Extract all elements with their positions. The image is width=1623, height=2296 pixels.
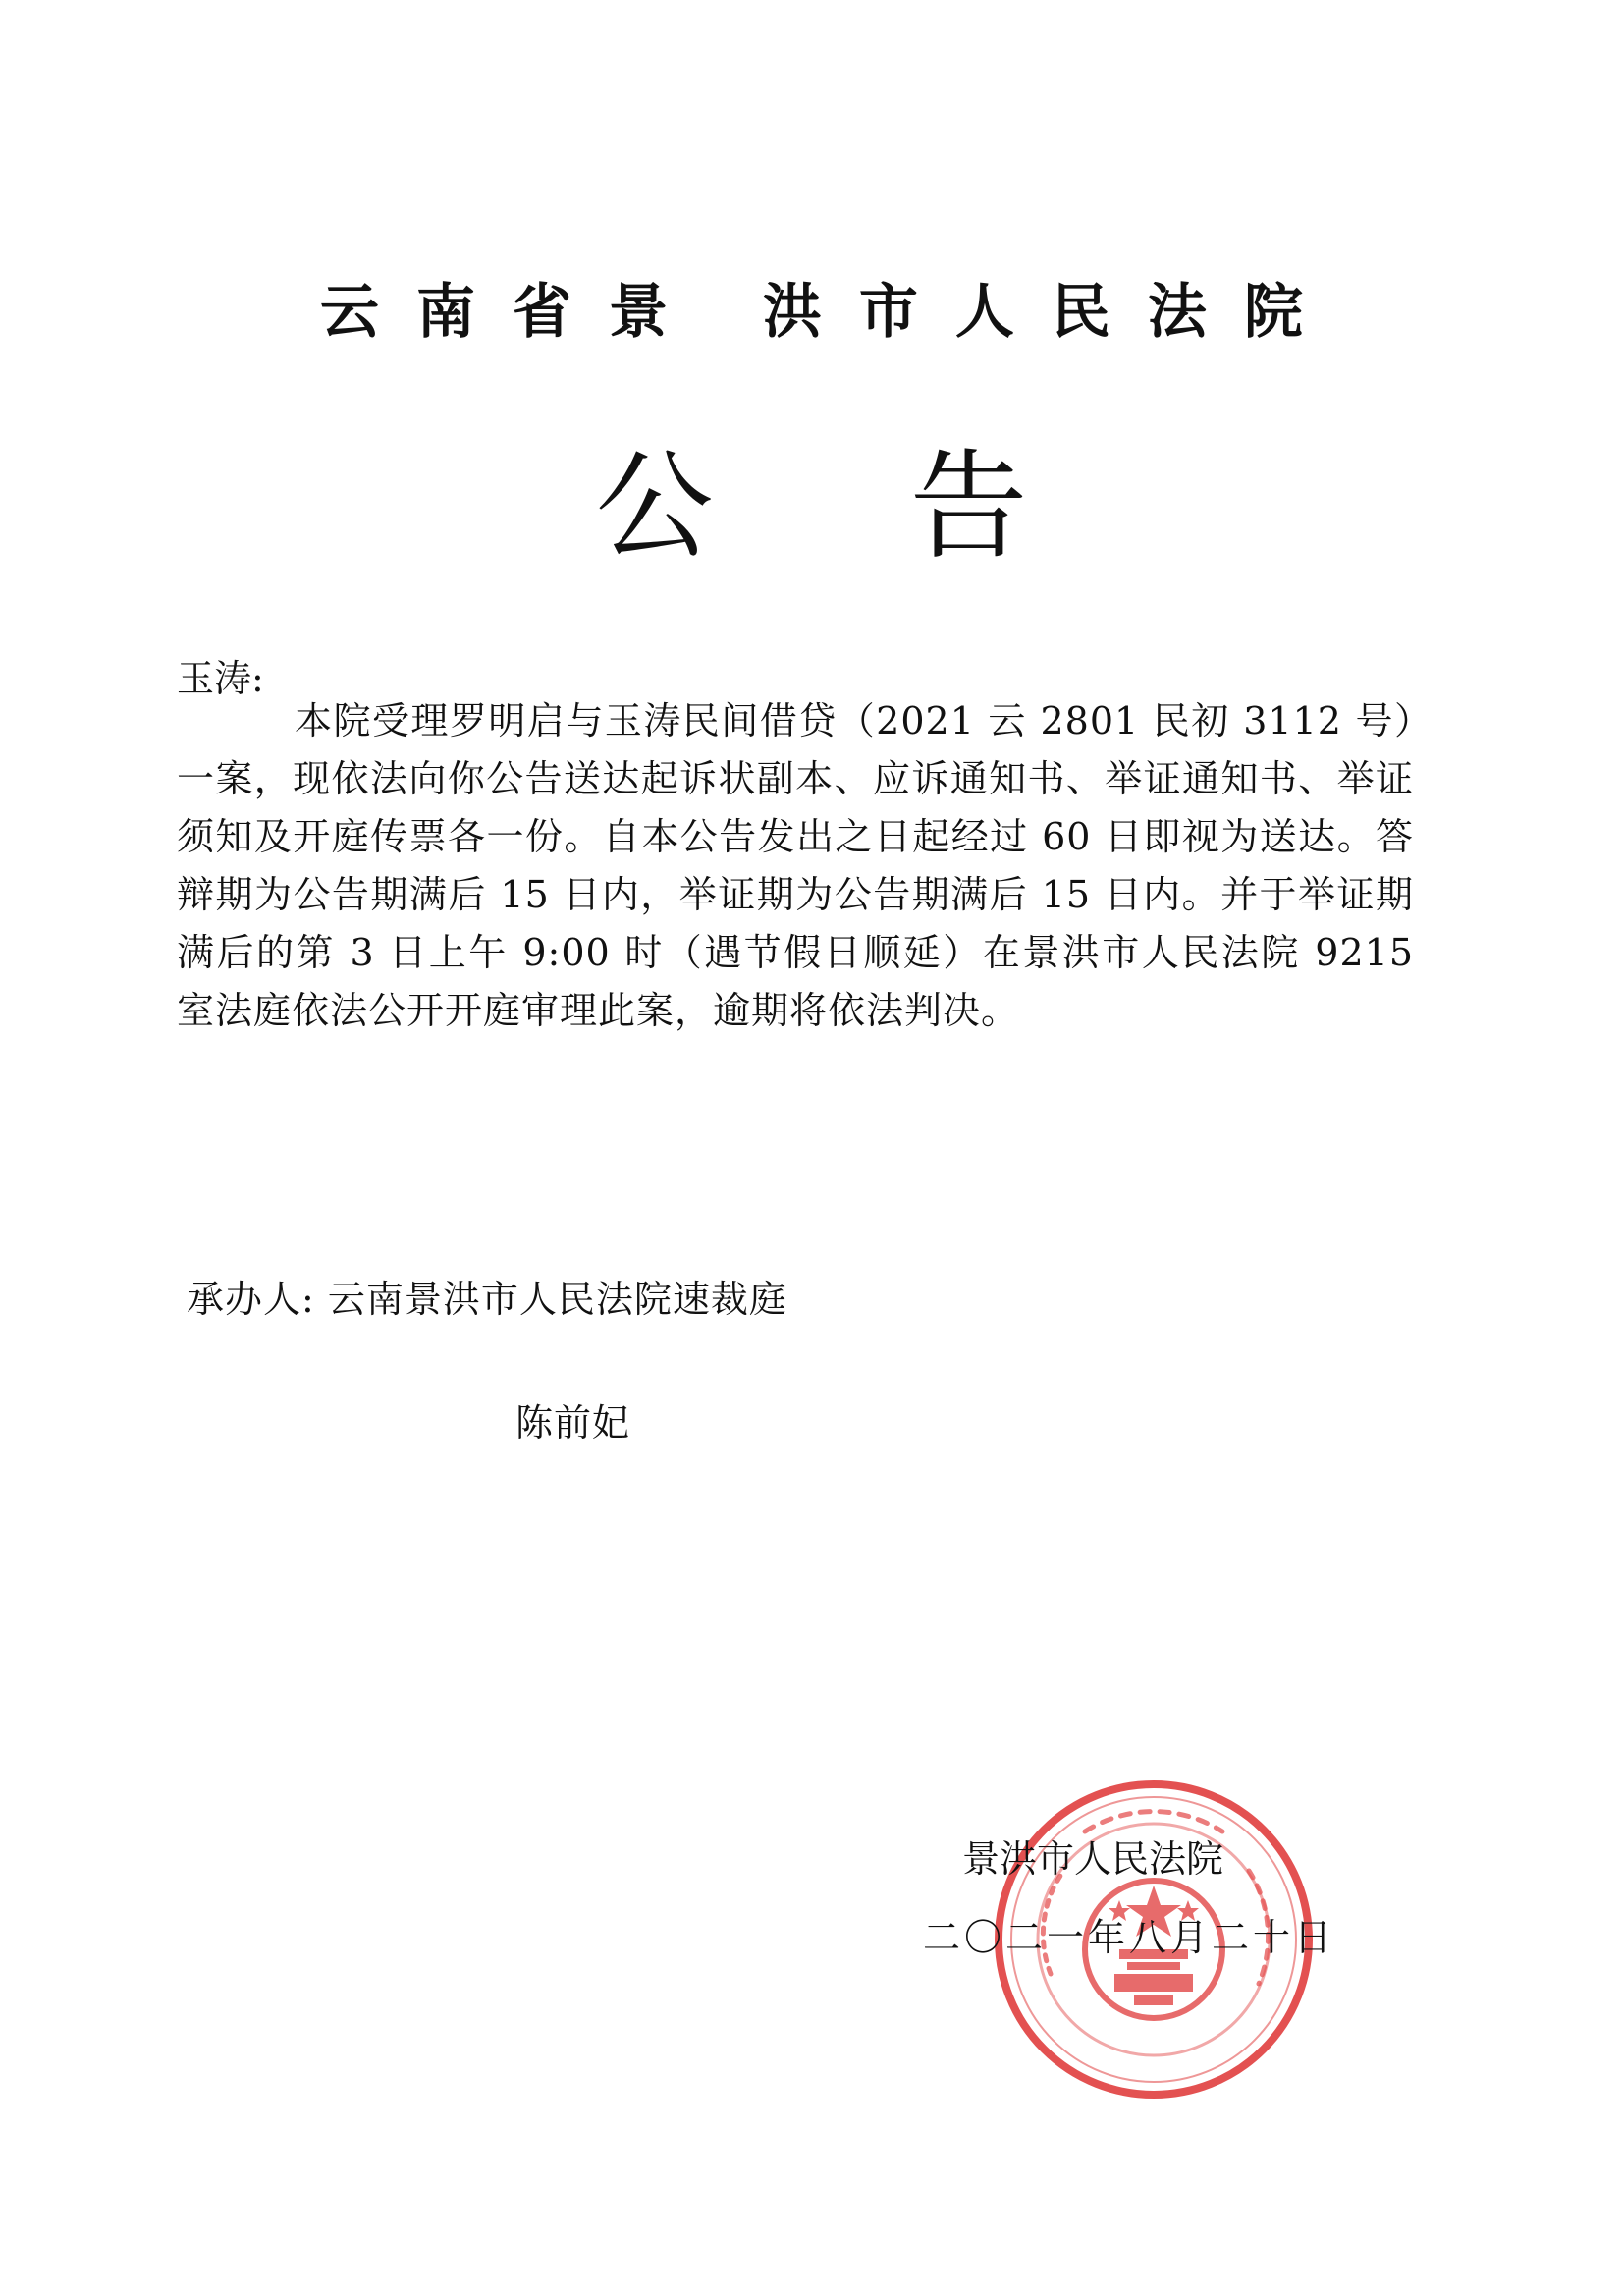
document-title: 公告 <box>595 439 1224 575</box>
handler-line: 承办人: 云南景洪市人民法院速裁庭 <box>187 1278 787 1321</box>
addressee: 玉涛: <box>177 657 264 700</box>
court-title: 云南省景 洪市人民法院 <box>320 278 1340 347</box>
signing-court: 景洪市人民法院 <box>962 1837 1224 1881</box>
notice-body: 本院受理罗明启与玉涛民间借贷（2021 云 2801 民初 3112 号）一案，现依法向你公告送达起诉状副本、应诉通知书、举证通知书、举证须知及开庭传票各一份。自本公告发出之日起经过 60 日即视为送达。答辩期为公告期满后 15 日内，举证期为公告期满后 15 日内。并于举证期满后的第 3 日上午 9:00 时（遇节假日顺延）在景洪市人民法院 9215 室法庭依法公开开庭审理此案，逾期将依法判决。 <box>177 699 1414 1032</box>
signing-date: 二〇二一年八月二十日 <box>923 1916 1336 1959</box>
handler-name: 陈前妃 <box>515 1401 631 1445</box>
